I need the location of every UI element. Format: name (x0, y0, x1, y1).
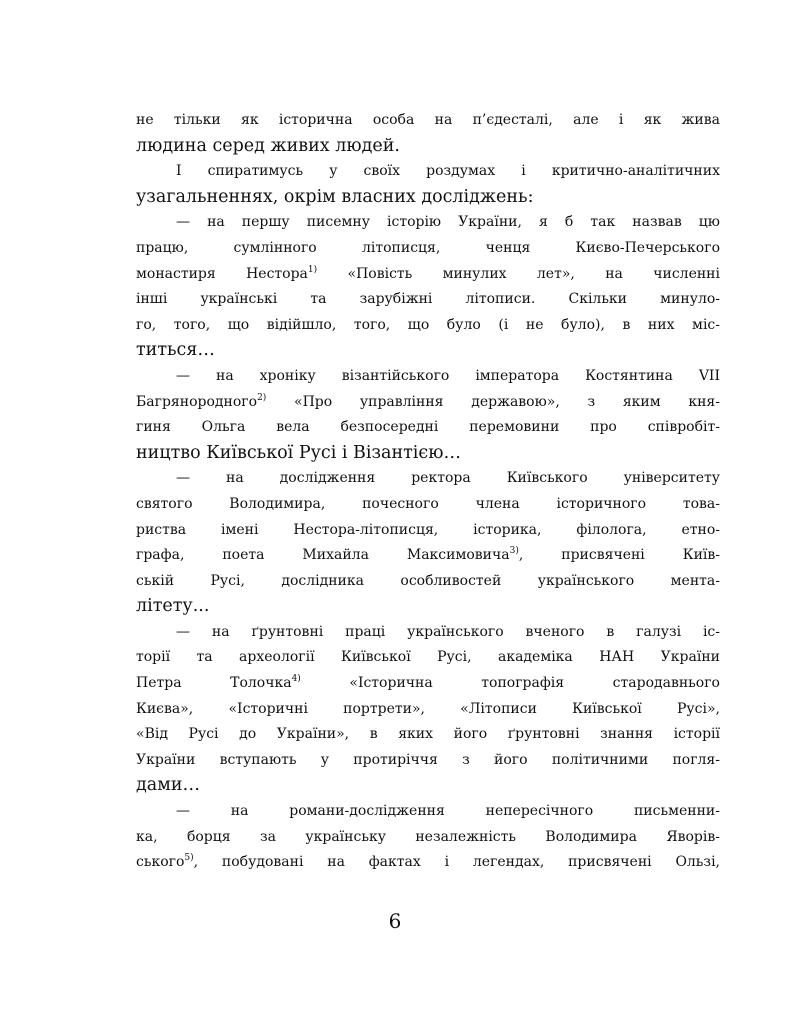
text-line (136, 518, 720, 544)
line-text: узагальненнях, окрім власних досліджень: (136, 186, 534, 207)
text-line (136, 697, 720, 723)
text-line (136, 773, 720, 799)
text-line (136, 390, 720, 416)
text-line (136, 262, 720, 288)
line-text: титься… (136, 340, 215, 361)
text-line (136, 594, 720, 620)
line-text: графа, поета Михайла Максимовича (136, 547, 510, 564)
text-line (136, 492, 720, 518)
footnote-marker: 2) (257, 392, 267, 403)
text-line (136, 850, 720, 876)
line-text: ській Русі, дослідника особливостей українського мента- (136, 572, 720, 589)
text-line (136, 671, 720, 697)
line-text: риства імені Нестора-літописця, історика, філолога, етно- (136, 521, 720, 538)
line-text: ництво Київської Русі і Візантією… (136, 442, 461, 463)
footnote-marker: 1) (307, 264, 318, 275)
text-line (136, 722, 720, 748)
footnote-marker: 3) (509, 546, 519, 557)
page-number: 6 (388, 909, 402, 933)
footnote-marker: 5) (184, 853, 194, 864)
line-text: монастиря Нестора (136, 265, 308, 282)
line-text: Петра Толочка (136, 675, 292, 692)
text-line (136, 185, 720, 211)
line-text: «Від Русі до України», в яких його ґрунтовні знання історії (136, 726, 720, 743)
line-text: гиня Ольга вела безпосередні перемовини про співробіт- (136, 419, 720, 436)
line-text: інші українські та зарубіжні літописи. Скільки минуло- (136, 291, 720, 308)
line-text: — на першу писемну історію України, я б так назвав цю (176, 214, 720, 231)
text-line (136, 287, 720, 313)
line-text-continued: , присвячені Київ- (518, 547, 720, 564)
line-text: ського (136, 854, 185, 871)
line-text: ка, борця за українську незалежність Володимира Яворів- (136, 828, 720, 845)
line-text: святого Володимира, почесного члена історичного това- (136, 495, 720, 512)
text-line (136, 748, 720, 774)
text-line (136, 313, 720, 339)
text-line (136, 364, 720, 390)
text-line (136, 569, 720, 595)
line-text: І спиратимусь у своїх роздумах і критично-аналітичних (176, 163, 720, 180)
footnote-marker: 4) (291, 674, 301, 685)
text-line (136, 108, 720, 134)
page-text (136, 108, 720, 876)
text-line (136, 645, 720, 671)
text-line (136, 236, 720, 262)
line-text: — на романи-дослідження непересічного письменни- (176, 803, 720, 820)
line-text-continued: «Повість минулих лет», на численні (317, 265, 720, 282)
line-text: — на ґрунтовні праці українського вченого в галузі іс- (176, 623, 720, 640)
text-line (136, 825, 720, 851)
line-text: — на дослідження ректора Київського університету (176, 470, 720, 487)
line-text: Києва», «Історичні портрети», «Літописи Київської Русі», (136, 700, 720, 717)
text-line (136, 441, 720, 467)
line-text: не тільки як історична особа на п’єдесталі, але і як жива (136, 112, 720, 128)
line-text: дами… (136, 775, 200, 796)
text-line (136, 799, 720, 825)
text-line (136, 466, 720, 492)
line-text: торії та археології Київської Русі, академіка НАН України (136, 649, 720, 666)
line-text: го, того, що відійшло, того, що було (і не було), в них міс- (136, 316, 720, 333)
text-line (136, 338, 720, 364)
text-line (136, 134, 720, 160)
line-text: України вступають у протиріччя з його політичними погля- (136, 751, 720, 768)
line-text-continued: «Історична топографія стародавнього (300, 675, 720, 692)
text-line (136, 210, 720, 236)
text-line (136, 415, 720, 441)
text-line (136, 543, 720, 569)
line-text: людина серед живих людей. (136, 135, 400, 156)
line-text-continued: , побудовані на фактах і легендах, присвячені Ользі, (193, 854, 720, 871)
line-text: Багрянородного (136, 393, 258, 410)
line-text: працю, сумлінного літописця, ченця Києво-Печерського (136, 239, 720, 256)
text-line (136, 159, 720, 185)
line-text-continued: «Про управління державою», з яким кня- (266, 393, 720, 410)
line-text: — на хроніку візантійського імператора Костянтина VII (176, 367, 720, 384)
line-text: літету... (136, 596, 210, 617)
text-line (136, 620, 720, 646)
